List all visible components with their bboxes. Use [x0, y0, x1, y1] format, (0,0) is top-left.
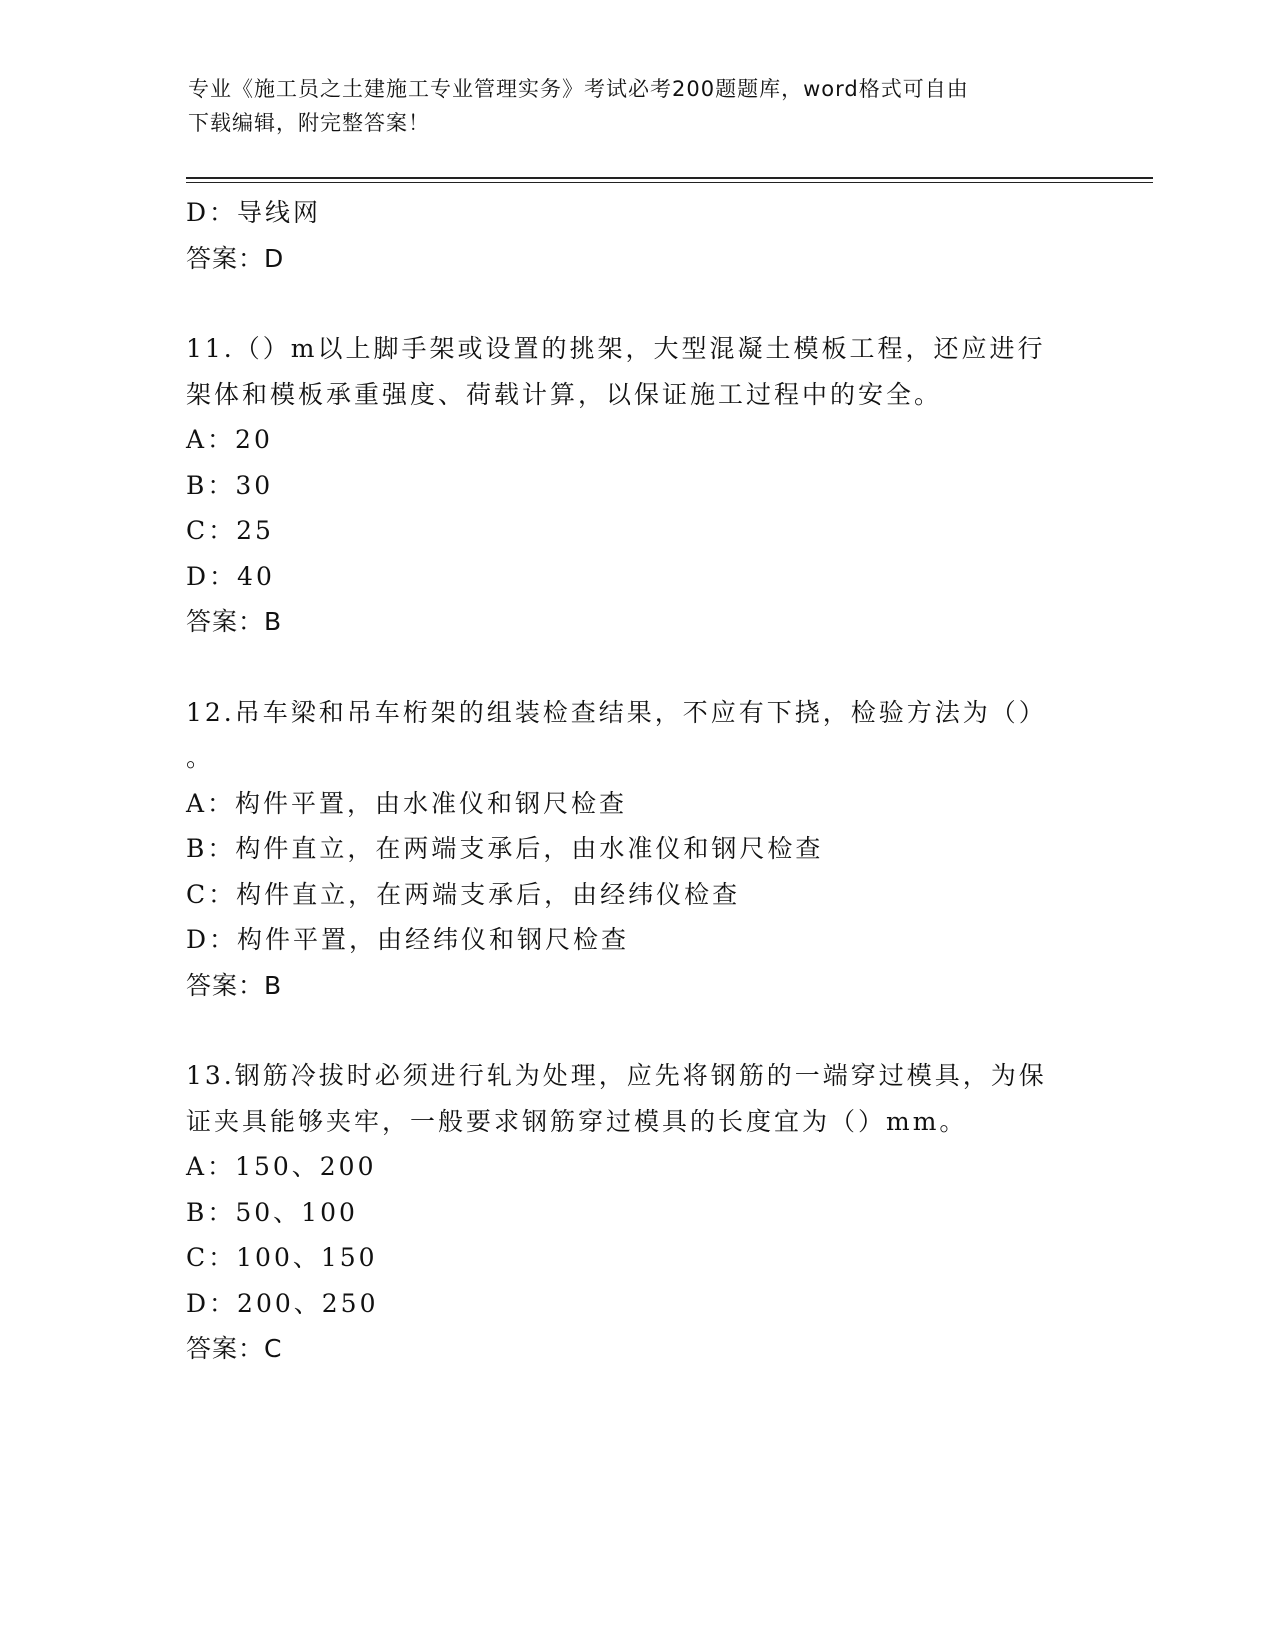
- question-13-option-c: C：100、150: [186, 1243, 378, 1272]
- question-11-option-c: C：25: [186, 516, 274, 545]
- question-12-option-a: A：构件平置，由水准仪和钢尺检查: [186, 788, 628, 818]
- question-11-option-d: D：40: [186, 561, 275, 591]
- question-11-option-b: B：30: [186, 470, 274, 500]
- question-12-line-2: 。: [186, 743, 215, 772]
- question-11-option-a: A：20: [186, 425, 273, 454]
- prev-answer: 答案：D: [186, 243, 285, 273]
- question-12-option-b: B：构件直立，在两端支承后，由水准仪和钢尺检查: [186, 834, 824, 863]
- question-12: [186, 690, 1086, 1009]
- question-content: [186, 190, 1086, 1372]
- header-line-1: 专业《施工员之土建施工专业管理实务》考试必考200题题库，word格式可自由: [188, 77, 969, 101]
- question-11-line-1: 11.（）m以上脚手架或设置的挑架，大型混凝土模板工程，还应进行: [186, 334, 1046, 363]
- question-11-line-2: 架体和模板承重强度、荷载计算，以保证施工过程中的安全。: [186, 379, 943, 409]
- question-13-line-1: 13.钢筋冷拔时必须进行轧为处理，应先将钢筋的一端穿过模具，为保: [186, 1061, 1047, 1090]
- question-13: [186, 1053, 1086, 1372]
- header-line-2: 下载编辑，附完整答案！: [188, 111, 430, 135]
- question-12-line-1: 12.吊车梁和吊车桁架的组装检查结果，不应有下挠，检验方法为（）: [186, 697, 1047, 727]
- question-13-option-a: A：150、200: [186, 1152, 377, 1181]
- header-divider-thin: [186, 182, 1153, 183]
- question-12-option-d: D：构件平置，由经纬仪和钢尺检查: [186, 925, 630, 954]
- question-13-option-b: B：50、100: [186, 1197, 358, 1227]
- question-13-option-d: D：200、250: [186, 1288, 379, 1318]
- document-header: [188, 72, 1068, 140]
- question-12-option-c: C：构件直立，在两端支承后，由经纬仪检查: [186, 879, 741, 909]
- question-13-answer: 答案：C: [186, 1334, 283, 1363]
- question-13-line-2: 证夹具能够夹牢，一般要求钢筋穿过模具的长度宜为（）mm。: [186, 1106, 968, 1136]
- header-divider-thick: [186, 177, 1153, 179]
- question-11-answer: 答案：B: [186, 607, 283, 636]
- prev-option-d: D：导线网: [186, 198, 322, 227]
- question-12-answer: 答案：B: [186, 970, 283, 1000]
- question-11: [186, 326, 1086, 645]
